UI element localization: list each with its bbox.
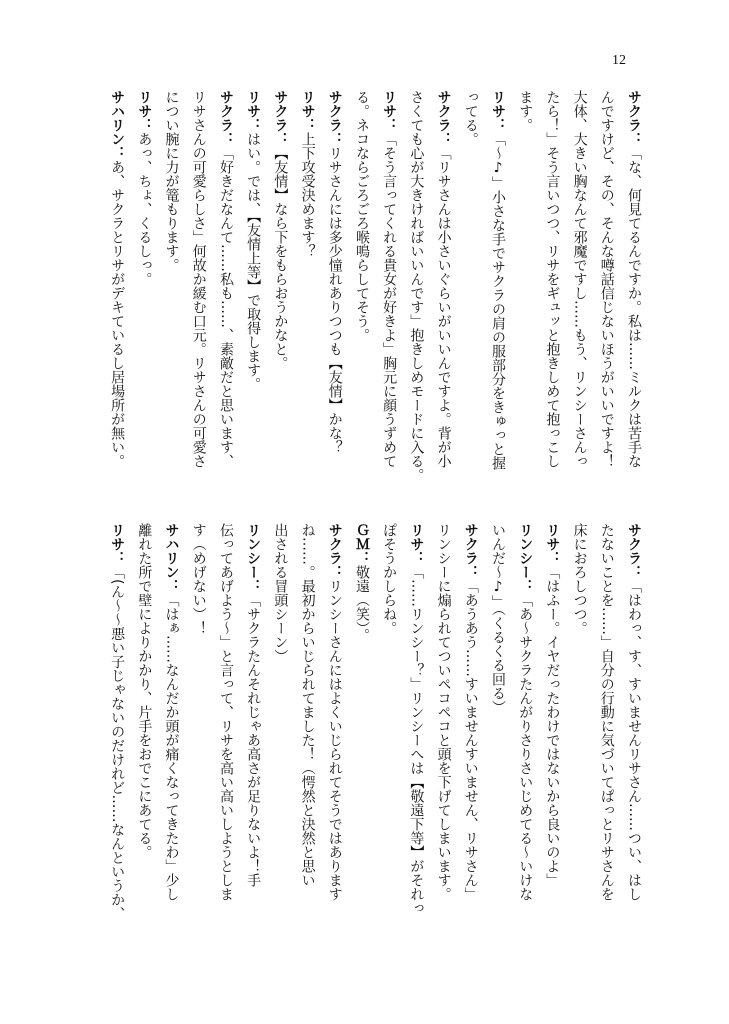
text-line — [402, 90, 429, 495]
line-text: 伝ってあげよう～」と言って、リサを高い高いしようとしま — [217, 523, 234, 901]
line-text: リンシーさんにはよくいじられてそうではあります — [326, 579, 343, 901]
text-line — [402, 523, 429, 928]
line-text: 床におろしつつ。 — [571, 523, 588, 635]
text-line — [239, 90, 266, 495]
text-line — [429, 523, 456, 928]
text-line — [103, 523, 130, 928]
text-line — [565, 90, 592, 495]
speaker-name: リサ： — [544, 523, 561, 565]
speaker-name: サハリン： — [109, 90, 126, 160]
speaker-name: リサ： — [408, 523, 425, 565]
text-line — [620, 523, 647, 928]
speaker-name: リサ： — [489, 90, 506, 132]
line-text: んですけど、その、そんな噂話信じないほうがいいですよ！ — [598, 90, 615, 468]
line-text: 敬遠（笑）。 — [353, 565, 370, 642]
text-line — [185, 523, 212, 928]
text-line — [157, 90, 184, 495]
text-line — [266, 90, 293, 495]
speaker-name: リサ： — [136, 90, 153, 132]
text-line — [457, 523, 484, 928]
text-line — [375, 90, 402, 495]
line-text: る。ネコならごろごろ喉鳴らしてそう。 — [353, 90, 370, 342]
line-text: あ、サクラとリサがデキているし居場所が無い。 — [109, 160, 126, 468]
line-text: につい腕に力が篭もります。 — [163, 90, 180, 272]
speaker-name: サハリン： — [163, 523, 180, 593]
line-text: リサさんの可愛らしさ」何故か緩む口元。リサさんの可愛さ — [190, 90, 207, 468]
line-text: 【友情】なら下をもらおうかなと。 — [272, 146, 289, 370]
text-line — [620, 90, 647, 495]
speaker-name: リサ： — [381, 90, 398, 132]
speaker-name: リサ： — [299, 90, 316, 132]
text-line — [348, 90, 375, 495]
text-line — [429, 90, 456, 495]
line-text: 出される冒頭シーン） — [272, 523, 289, 663]
text-line — [375, 523, 402, 928]
text-line — [212, 523, 239, 928]
line-text: ね……。最初からいじられてました！（愕然と決然と思い — [299, 523, 316, 887]
text-line — [457, 90, 484, 495]
line-text: リンシーに煽られてついペコペコと頭を下げてしまいます。 — [435, 523, 452, 901]
speaker-name: リンシー： — [245, 523, 262, 593]
speaker-name: サクラ： — [217, 90, 234, 146]
text-line — [511, 523, 538, 928]
line-text: はい。では、【友情上等】で取得します。 — [245, 132, 262, 391]
text-line — [593, 90, 620, 495]
text-line — [484, 90, 511, 495]
line-text: 「そう言ってくれる貴女が好きよ」胸元に顔うずめて — [381, 132, 398, 468]
page-number: 12 — [612, 53, 626, 68]
text-line — [593, 523, 620, 928]
text-line — [103, 90, 130, 495]
line-text: 「はわっ、す、すいませんリサさん……つい、はし — [626, 579, 642, 901]
line-text: 「な、何見てるんですか。私は……ミルクは苦手な — [626, 146, 642, 468]
line-text: たら！」そう言いつつ、リサをギュッと抱きしめて抱っこし — [544, 90, 561, 468]
line-text: 「……リンシー？」リンシーへは【敬遠下等】がそれっ — [408, 565, 425, 915]
text-line — [321, 523, 348, 928]
text-line — [565, 523, 592, 928]
line-text: 離れた所で壁によりかかり、片手をおでこにあてる。 — [136, 523, 153, 859]
line-text: 「好きだなんて……私も……、素敵だと思います、 — [217, 146, 234, 468]
text-line — [511, 90, 538, 495]
line-text: いんだ～♪」（くるくる回る） — [489, 523, 506, 714]
text-block-lower — [102, 523, 647, 928]
text-line — [321, 90, 348, 495]
text-line — [185, 90, 212, 495]
text-line — [348, 523, 375, 928]
line-text: 「あ～サクラたんがりさりさいじめてる～いけな — [517, 593, 534, 901]
speaker-name: リサ： — [245, 90, 262, 132]
speaker-name: サクラ： — [626, 523, 642, 579]
line-text: 上下攻受決めます？ — [299, 132, 316, 258]
speaker-name: ＧＭ： — [353, 523, 370, 565]
text-block-upper — [102, 90, 647, 495]
line-text: ってる。 — [462, 90, 479, 146]
line-text: 大体、大きい胸なんて邪魔ですし……もう、リンシーさんっ — [571, 90, 588, 468]
text-line — [538, 523, 565, 928]
line-text: ます。 — [517, 90, 534, 132]
line-text: す（めげない）！ — [190, 523, 207, 635]
line-text: 「リサさんは小さいぐらいがいいんですよ。背が小 — [435, 146, 452, 468]
text-line — [484, 523, 511, 928]
line-text: 「はぁ……なんだか頭が痛くなってきたわ」少し — [163, 593, 180, 901]
text-line — [293, 90, 320, 495]
speaker-name: サクラ： — [326, 523, 343, 579]
speaker-name: サクラ： — [272, 90, 289, 146]
speaker-name: リンシー： — [517, 523, 534, 593]
line-text: さくても心が大きければいいんです」抱きしめモードに入る。 — [408, 90, 425, 482]
speaker-name: リサ： — [109, 523, 126, 565]
speaker-name: サクラ： — [435, 90, 452, 146]
line-text: 「はふー。イヤだったわけではないから良いのよ」 — [544, 565, 561, 887]
text-line — [266, 523, 293, 928]
text-line — [157, 523, 184, 928]
line-text: ぽそうかしらね。 — [381, 523, 398, 635]
speaker-name: サクラ： — [326, 90, 343, 146]
text-line — [130, 523, 157, 928]
speaker-name: サクラ： — [626, 90, 642, 146]
line-text: あっ、ちょ、くるしっ。 — [136, 132, 153, 286]
line-text: 「～♪」小さな手でサクラの肩の服部分をきゅっと握 — [489, 132, 506, 470]
text-line — [130, 90, 157, 495]
line-text: たないことを……」自分の行動に気づいてぱっとリサさんを — [598, 523, 615, 901]
line-text: リサさんには多少憧れありつつも【友情】かな？ — [326, 146, 343, 454]
text-line — [239, 523, 266, 928]
text-line — [212, 90, 239, 495]
line-text: 「(ん～～悪い子じゃないのだけれど……なんというか、 — [109, 565, 126, 921]
text-line — [293, 523, 320, 928]
speaker-name: サクラ： — [462, 523, 479, 579]
line-text: 「あうあう……すいませんすいません、リサさん」 — [462, 579, 479, 901]
line-text: 「サクラたんそれじゃあ高さが足りないよ！手 — [245, 593, 262, 887]
text-line — [538, 90, 565, 495]
